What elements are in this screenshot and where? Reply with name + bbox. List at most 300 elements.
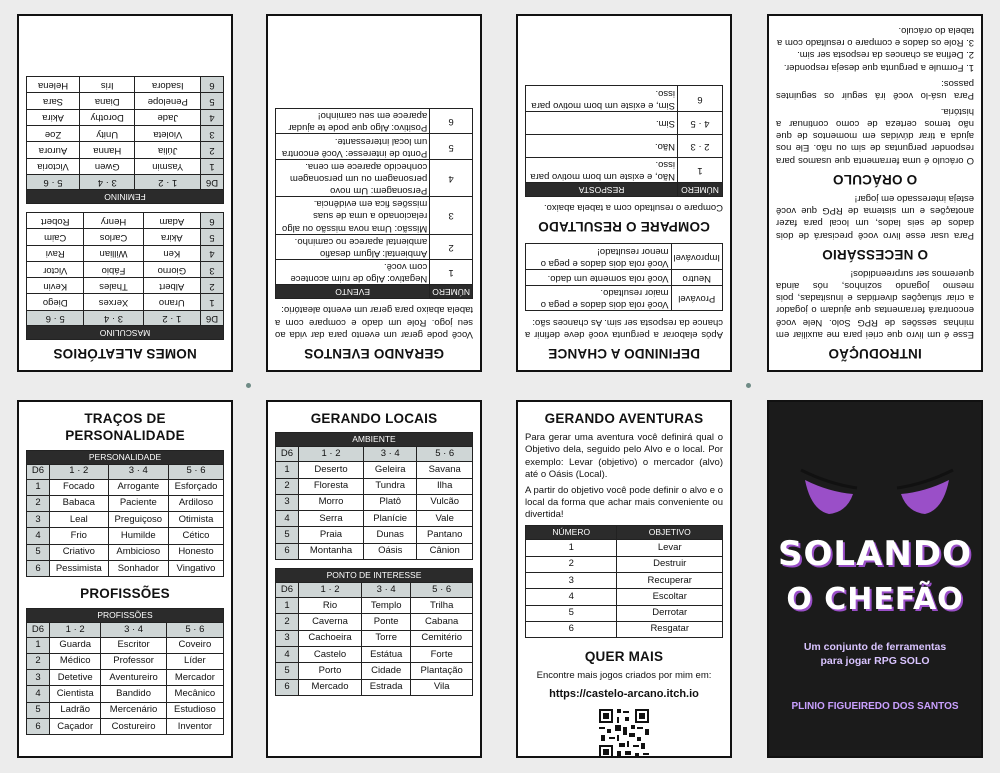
cell: Escritor bbox=[101, 637, 166, 653]
events-table bbox=[275, 108, 473, 299]
cell: Aurora bbox=[27, 142, 80, 158]
cell: 2 bbox=[430, 234, 473, 259]
oracle-title: O ORÁCULO bbox=[832, 171, 918, 187]
col-d6: D6 bbox=[27, 464, 50, 479]
table-row bbox=[276, 598, 473, 614]
cell: Porto bbox=[299, 663, 362, 679]
table-row bbox=[526, 589, 723, 605]
cover-subtitle-line-1: Um conjunto de ferramentas bbox=[803, 641, 947, 653]
table-row bbox=[276, 159, 473, 196]
cell: 2 bbox=[201, 142, 224, 158]
cell: Morro bbox=[299, 494, 364, 510]
environment-header: AMBIENTE bbox=[276, 433, 473, 447]
intro-text: Esse é um livro que criei para me auxiliar em minhas sessões de RPG Solo. Nele você encontrará ferramentas que ajudam o jogador a criar situações divertidas e inusitadas, pois mesmo jogando sozinhos, nós ainda queremos ser surpreendidos! bbox=[776, 267, 974, 340]
table-row bbox=[526, 111, 723, 134]
places-card bbox=[266, 400, 482, 758]
chance-table bbox=[525, 244, 723, 312]
cell: Você rola dois dados e pega o menor resultado! bbox=[526, 244, 672, 269]
cell: 3 bbox=[276, 494, 299, 510]
cell: Caim bbox=[27, 229, 84, 245]
cell: Negativo: Algo de ruim acontece com você. bbox=[276, 259, 430, 284]
cover-author: PLINIO FIGUEIREDO DOS SANTOS bbox=[791, 701, 959, 712]
table-row bbox=[276, 527, 473, 543]
oracle-steps-intro: Para usá-lo você irá seguir os seguintes passos: bbox=[776, 77, 974, 101]
necessary-title: O NECESSÁRIO bbox=[822, 246, 928, 262]
fold-mark bbox=[746, 383, 751, 388]
cell: Victoria bbox=[27, 158, 80, 174]
cell: Missão: Uma nova missão ou algo relacionado a uma de suas missões fica em evidência. bbox=[276, 197, 430, 234]
table-row bbox=[27, 93, 224, 109]
cell: Mecânico bbox=[166, 686, 223, 702]
cell: Akira bbox=[143, 229, 200, 245]
col-number: NÚMERO bbox=[678, 183, 723, 197]
more-title: QUER MAIS bbox=[584, 649, 664, 665]
cell: Escoltar bbox=[617, 589, 723, 605]
table-row bbox=[276, 511, 473, 527]
cell: Victor bbox=[27, 261, 84, 277]
cell: Platô bbox=[364, 494, 417, 510]
cell: 3 bbox=[430, 197, 473, 234]
professions-header: PROFISSÕES bbox=[27, 608, 224, 622]
cell: Cético bbox=[169, 528, 224, 544]
cell: Jade bbox=[135, 109, 201, 125]
col-5-6: 5 · 6 bbox=[27, 310, 84, 325]
table-row bbox=[27, 142, 224, 158]
table-row bbox=[276, 259, 473, 284]
intro-card bbox=[767, 14, 983, 372]
cell: Personagem: Um novo personagem ou um personagem conhecido aparece em cena. bbox=[276, 159, 430, 196]
personality-table bbox=[26, 450, 224, 578]
cell: Plantação bbox=[411, 663, 473, 679]
col-3-4: 3 · 4 bbox=[101, 622, 166, 637]
cell: Willian bbox=[84, 245, 143, 261]
cell: Provável bbox=[671, 286, 722, 311]
col-5-6: 5 · 6 bbox=[27, 174, 80, 189]
cell: Templo bbox=[362, 598, 411, 614]
cell: Honesto bbox=[169, 544, 224, 560]
cell: Cachoeira bbox=[299, 630, 362, 646]
cell: 1 bbox=[276, 462, 299, 478]
cell: Cabana bbox=[411, 614, 473, 630]
cell: Floresta bbox=[299, 478, 364, 494]
cell: Estudioso bbox=[166, 702, 223, 718]
table-row bbox=[27, 278, 224, 294]
cell: 3 bbox=[276, 630, 299, 646]
female-header: FEMININO bbox=[27, 189, 224, 203]
cell: Destruir bbox=[617, 556, 723, 572]
table-row bbox=[276, 109, 473, 134]
events-title: GERANDO EVENTOS bbox=[303, 346, 445, 361]
cell: Sara bbox=[27, 93, 80, 109]
cell: Cemitério bbox=[411, 630, 473, 646]
cell: Mercador bbox=[166, 670, 223, 686]
cell: Diego bbox=[27, 294, 84, 310]
table-row bbox=[276, 234, 473, 259]
table-row bbox=[27, 637, 224, 653]
cell: 3 bbox=[201, 261, 224, 277]
table-row bbox=[276, 679, 473, 695]
cell: Paciente bbox=[108, 495, 168, 511]
male-names-table bbox=[26, 212, 224, 340]
cell: Focado bbox=[50, 479, 109, 495]
intro-title: INTRODUÇÃO bbox=[828, 346, 922, 361]
col-d6: D6 bbox=[27, 622, 50, 637]
cell: Montanha bbox=[299, 543, 364, 559]
cell: Dunas bbox=[364, 527, 417, 543]
adventures-title: GERANDO AVENTURAS bbox=[544, 411, 704, 426]
cell: 1 bbox=[678, 157, 723, 182]
table-row bbox=[27, 670, 224, 686]
cell: Derrotar bbox=[617, 605, 723, 621]
table-row bbox=[27, 561, 224, 577]
cell: 3 bbox=[526, 572, 617, 588]
cell: Esforçado bbox=[169, 479, 224, 495]
cell: 6 bbox=[27, 719, 50, 735]
col-3-4: 3 · 4 bbox=[80, 174, 136, 189]
col-1-2: 1 · 2 bbox=[135, 174, 201, 189]
adventures-text-2: A partir do objetivo você pode definir o alvo e o local da forma que achar mais conveniente ou divertida! bbox=[525, 484, 723, 521]
cell: Médico bbox=[50, 653, 101, 669]
cell: Carlos bbox=[84, 229, 143, 245]
col-3-4: 3 · 4 bbox=[362, 583, 411, 598]
cell: Estrada bbox=[362, 679, 411, 695]
cell: Você rola dois dados e pega o maior resultado. bbox=[526, 286, 672, 311]
cell: 3 bbox=[201, 126, 224, 142]
cell: 6 bbox=[201, 212, 224, 228]
cell: Sim, e existe um bom motivo para isso. bbox=[526, 86, 678, 111]
cell: Arrogante bbox=[108, 479, 168, 495]
table-row bbox=[526, 605, 723, 621]
cell: 5 bbox=[276, 527, 299, 543]
oracle-step: 2. Defina as chances da resposta ser sim. bbox=[797, 49, 974, 61]
cell: 6 bbox=[526, 621, 617, 637]
cell: 5 bbox=[201, 93, 224, 109]
events-intro: Você pode gerar um evento para dar vida ao seu jogo. Role um dado e compare com a tabela abaixo para gerar um evento aleatório: bbox=[275, 304, 473, 340]
table-row bbox=[27, 686, 224, 702]
qr-code-icon[interactable] bbox=[597, 707, 651, 758]
table-row bbox=[27, 294, 224, 310]
cell: Cientista bbox=[50, 686, 101, 702]
cell: 5 bbox=[276, 663, 299, 679]
table-row bbox=[526, 572, 723, 588]
personality-header: PERSONALIDADE bbox=[27, 450, 224, 464]
col-event: EVENTO bbox=[276, 285, 430, 299]
cell: Recuperar bbox=[617, 572, 723, 588]
table-row bbox=[276, 134, 473, 159]
cell: Otimista bbox=[169, 512, 224, 528]
cell: 5 bbox=[27, 544, 50, 560]
cell: Detetive bbox=[50, 670, 101, 686]
cell: 2 bbox=[201, 278, 224, 294]
cell: Vale bbox=[417, 511, 473, 527]
cell: Hanna bbox=[80, 142, 136, 158]
poi-header: PONTO DE INTERESSE bbox=[276, 569, 473, 583]
col-d6: D6 bbox=[201, 174, 224, 189]
names-card bbox=[17, 14, 233, 372]
cell: 4 bbox=[276, 511, 299, 527]
cell: 4 · 5 bbox=[678, 111, 723, 134]
cell: Thales bbox=[84, 278, 143, 294]
col-5-6: 5 · 6 bbox=[411, 583, 473, 598]
cell: 1 bbox=[276, 598, 299, 614]
cell: Levar bbox=[617, 540, 723, 556]
table-row bbox=[276, 646, 473, 662]
cell: Ardiloso bbox=[169, 495, 224, 511]
cell: Ambicioso bbox=[108, 544, 168, 560]
table-row bbox=[526, 556, 723, 572]
table-row bbox=[526, 134, 723, 157]
cell: Vingativo bbox=[169, 561, 224, 577]
cell: Castelo bbox=[299, 646, 362, 662]
cell: Costureiro bbox=[101, 719, 166, 735]
cell: Urano bbox=[143, 294, 200, 310]
cell: Frio bbox=[50, 528, 109, 544]
cell: 1 bbox=[27, 479, 50, 495]
col-5-6: 5 · 6 bbox=[166, 622, 223, 637]
cell: 5 bbox=[526, 605, 617, 621]
col-3-4: 3 · 4 bbox=[364, 447, 417, 462]
table-row bbox=[27, 495, 224, 511]
col-objective: OBJETIVO bbox=[617, 526, 723, 540]
table-row bbox=[27, 77, 224, 93]
cell: Ambiental: Algum desafio ambiental aparece no caminho. bbox=[276, 234, 430, 259]
cell: Pessimista bbox=[50, 561, 109, 577]
cell: Sonhador bbox=[108, 561, 168, 577]
cell: Diana bbox=[80, 93, 136, 109]
compare-intro: Compare o resultado com a tabela abaixo. bbox=[543, 202, 723, 214]
cell: Preguiçoso bbox=[108, 512, 168, 528]
cell: Deserto bbox=[299, 462, 364, 478]
col-1-2: 1 · 2 bbox=[143, 310, 200, 325]
table-row bbox=[27, 261, 224, 277]
col-d6: D6 bbox=[276, 447, 299, 462]
col-number: NÚMERO bbox=[430, 285, 473, 299]
cell: 2 bbox=[276, 614, 299, 630]
cell: Xerxes bbox=[84, 294, 143, 310]
table-row bbox=[27, 512, 224, 528]
cell: Serra bbox=[299, 511, 364, 527]
cell: Gwen bbox=[80, 158, 136, 174]
cell: Ken bbox=[143, 245, 200, 261]
table-row bbox=[526, 86, 723, 111]
cell: Vila bbox=[411, 679, 473, 695]
cell: Improvável bbox=[671, 244, 722, 269]
cover-title-1: SOLANDO bbox=[778, 534, 972, 574]
itch-link[interactable]: https://castelo-arcano.itch.io bbox=[549, 687, 699, 700]
male-header: MASCULINO bbox=[27, 325, 224, 339]
cell: Criativo bbox=[50, 544, 109, 560]
cell: Ravi bbox=[27, 245, 84, 261]
cell: Positivo: Algo que pode te ajudar aparece em seu caminho! bbox=[276, 109, 430, 134]
cell: Akira bbox=[27, 109, 80, 125]
cell: 3 bbox=[27, 670, 50, 686]
cell: 5 bbox=[27, 702, 50, 718]
cell: 2 bbox=[27, 653, 50, 669]
cell: Unity bbox=[80, 126, 136, 142]
cell: Guarda bbox=[50, 637, 101, 653]
cell: Neutro bbox=[671, 269, 722, 285]
cell: Rio bbox=[299, 598, 362, 614]
cell: 2 bbox=[526, 556, 617, 572]
col-1-2: 1 · 2 bbox=[299, 447, 364, 462]
adventures-text-1: Para gerar uma aventura você definirá qual o Objetivo dela, seguido pelo Alvo e o local. Por exemplo: Levar (objetivo) o mercador (alvo) até o Oásis (Local). bbox=[525, 432, 723, 480]
cell: Torre bbox=[362, 630, 411, 646]
table-row bbox=[526, 157, 723, 182]
cell: 6 bbox=[430, 109, 473, 134]
table-row bbox=[27, 158, 224, 174]
oracle-step: 1. Formule a pergunta que deseja responder. bbox=[783, 61, 974, 73]
cell: Não, e existe um bom motivo para isso. bbox=[526, 157, 678, 182]
cell: 4 bbox=[430, 159, 473, 196]
cell: 6 bbox=[678, 86, 723, 111]
cell: Leal bbox=[50, 512, 109, 528]
poi-table bbox=[275, 568, 473, 696]
cell: 6 bbox=[276, 543, 299, 559]
table-row bbox=[276, 543, 473, 559]
table-row bbox=[276, 197, 473, 234]
names-title: NOMES ALEATÓRIOS bbox=[53, 346, 197, 361]
cell: 4 bbox=[526, 589, 617, 605]
cover-title-2: O CHEFÃO bbox=[786, 582, 964, 617]
col-answer: RESPOSTA bbox=[526, 183, 678, 197]
table-row bbox=[27, 528, 224, 544]
cell: Resgatar bbox=[617, 621, 723, 637]
oracle-step: 3. Role os dados e compare o resultado com a tabela do oráculo. bbox=[777, 25, 974, 49]
cell: 4 bbox=[276, 646, 299, 662]
col-1-2: 1 · 2 bbox=[50, 464, 109, 479]
cell: Pantano bbox=[417, 527, 473, 543]
table-row bbox=[276, 630, 473, 646]
cell: Inventor bbox=[166, 719, 223, 735]
cell: Não. bbox=[526, 134, 678, 157]
cell: Professor bbox=[101, 653, 166, 669]
cell: Fábio bbox=[84, 261, 143, 277]
cell: Ponte bbox=[362, 614, 411, 630]
male-rows bbox=[27, 212, 224, 310]
professions-table bbox=[26, 608, 224, 736]
cell: Geleira bbox=[364, 462, 417, 478]
cell: Isadora bbox=[135, 77, 201, 93]
table-row bbox=[526, 540, 723, 556]
cell: Júlia bbox=[135, 142, 201, 158]
table-row bbox=[276, 614, 473, 630]
cell: 1 bbox=[201, 158, 224, 174]
table-row bbox=[27, 126, 224, 142]
cell: 4 bbox=[201, 245, 224, 261]
cell: Mercenário bbox=[101, 702, 166, 718]
cell: Forte bbox=[411, 646, 473, 662]
cell: Dorothy bbox=[80, 109, 136, 125]
cell: Helena bbox=[27, 77, 80, 93]
cell: 6 bbox=[27, 561, 50, 577]
cell: Líder bbox=[166, 653, 223, 669]
cell: Sim. bbox=[526, 111, 678, 134]
necessary-text: Para usar esse livro você precisará de dois dados de seis lados, um local para fazer anotações e um sistema de RPG que você esteja interessado em jogar! bbox=[776, 193, 974, 241]
cell: Oásis bbox=[364, 543, 417, 559]
cover-subtitle-line-2: para jogar RPG SOLO bbox=[820, 655, 930, 668]
cell: Penelope bbox=[135, 93, 201, 109]
cell: Iris bbox=[80, 77, 136, 93]
cell: Ladrão bbox=[50, 702, 101, 718]
table-row bbox=[27, 245, 224, 261]
col-5-6: 5 · 6 bbox=[417, 447, 473, 462]
cell: Você rola somente um dado. bbox=[526, 269, 672, 285]
cell: 5 bbox=[430, 134, 473, 159]
chance-intro: Após elaborar a pergunta você deve definir a chance da resposta ser sim. As chances são: bbox=[525, 316, 723, 340]
cover-card bbox=[767, 400, 983, 758]
cell: Henry bbox=[84, 212, 143, 228]
cell: Yasmin bbox=[135, 158, 201, 174]
table-row bbox=[27, 719, 224, 735]
cell: 2 · 3 bbox=[678, 134, 723, 157]
cell: 1 bbox=[201, 294, 224, 310]
cell: 4 bbox=[27, 528, 50, 544]
fold-mark bbox=[246, 383, 251, 388]
cell: 1 bbox=[430, 259, 473, 284]
objective-table bbox=[525, 525, 723, 638]
table-row bbox=[27, 702, 224, 718]
table-row bbox=[276, 462, 473, 478]
col-1-2: 1 · 2 bbox=[299, 583, 362, 598]
cell: 6 bbox=[201, 77, 224, 93]
cell: 2 bbox=[27, 495, 50, 511]
cell: Adam bbox=[143, 212, 200, 228]
cell: Robert bbox=[27, 212, 84, 228]
table-row bbox=[276, 478, 473, 494]
col-number: NÚMERO bbox=[526, 526, 617, 540]
table-row bbox=[27, 212, 224, 228]
adventures-card bbox=[516, 400, 732, 758]
compare-title: COMPARE O RESULTADO bbox=[538, 219, 710, 235]
cell: 4 bbox=[27, 686, 50, 702]
more-text: Encontre mais jogos criados por mim em: bbox=[536, 670, 712, 682]
table-row bbox=[27, 653, 224, 669]
oracle-text: O oráculo é uma ferramenta que usamos para responder perguntas de sim ou não. Ele nos ajuda a tirar dúvidas em momentos de que não temos certeza de como continuar a história. bbox=[776, 106, 974, 166]
table-row bbox=[27, 109, 224, 125]
cell: Cidade bbox=[362, 663, 411, 679]
cell: Giorno bbox=[143, 261, 200, 277]
col-3-4: 3 · 4 bbox=[108, 464, 168, 479]
cell: Kevin bbox=[27, 278, 84, 294]
cell: Caverna bbox=[299, 614, 362, 630]
events-card bbox=[266, 14, 482, 372]
places-title: GERANDO LOCAIS bbox=[310, 411, 438, 426]
cover-subtitle bbox=[769, 640, 981, 668]
cell: 5 bbox=[201, 229, 224, 245]
table-row bbox=[526, 621, 723, 637]
cell: Coveiro bbox=[166, 637, 223, 653]
col-1-2: 1 · 2 bbox=[50, 622, 101, 637]
evil-eyes-icon bbox=[799, 462, 955, 522]
professions-title: PROFISSÕES bbox=[80, 586, 170, 602]
cell: Savana bbox=[417, 462, 473, 478]
cell: Zoe bbox=[27, 126, 80, 142]
female-names-table bbox=[26, 76, 224, 204]
table-row bbox=[27, 229, 224, 245]
table-row bbox=[276, 494, 473, 510]
cell: Planície bbox=[364, 511, 417, 527]
cell: Bandido bbox=[101, 686, 166, 702]
cell: Ilha bbox=[417, 478, 473, 494]
cell: Tundra bbox=[364, 478, 417, 494]
cell: 4 bbox=[201, 109, 224, 125]
cell: Albert bbox=[143, 278, 200, 294]
chance-title: DEFININDO A CHANCE bbox=[548, 346, 700, 361]
table-row bbox=[526, 244, 723, 269]
cell: 1 bbox=[27, 637, 50, 653]
table-row bbox=[27, 479, 224, 495]
cell: Violeta bbox=[135, 126, 201, 142]
